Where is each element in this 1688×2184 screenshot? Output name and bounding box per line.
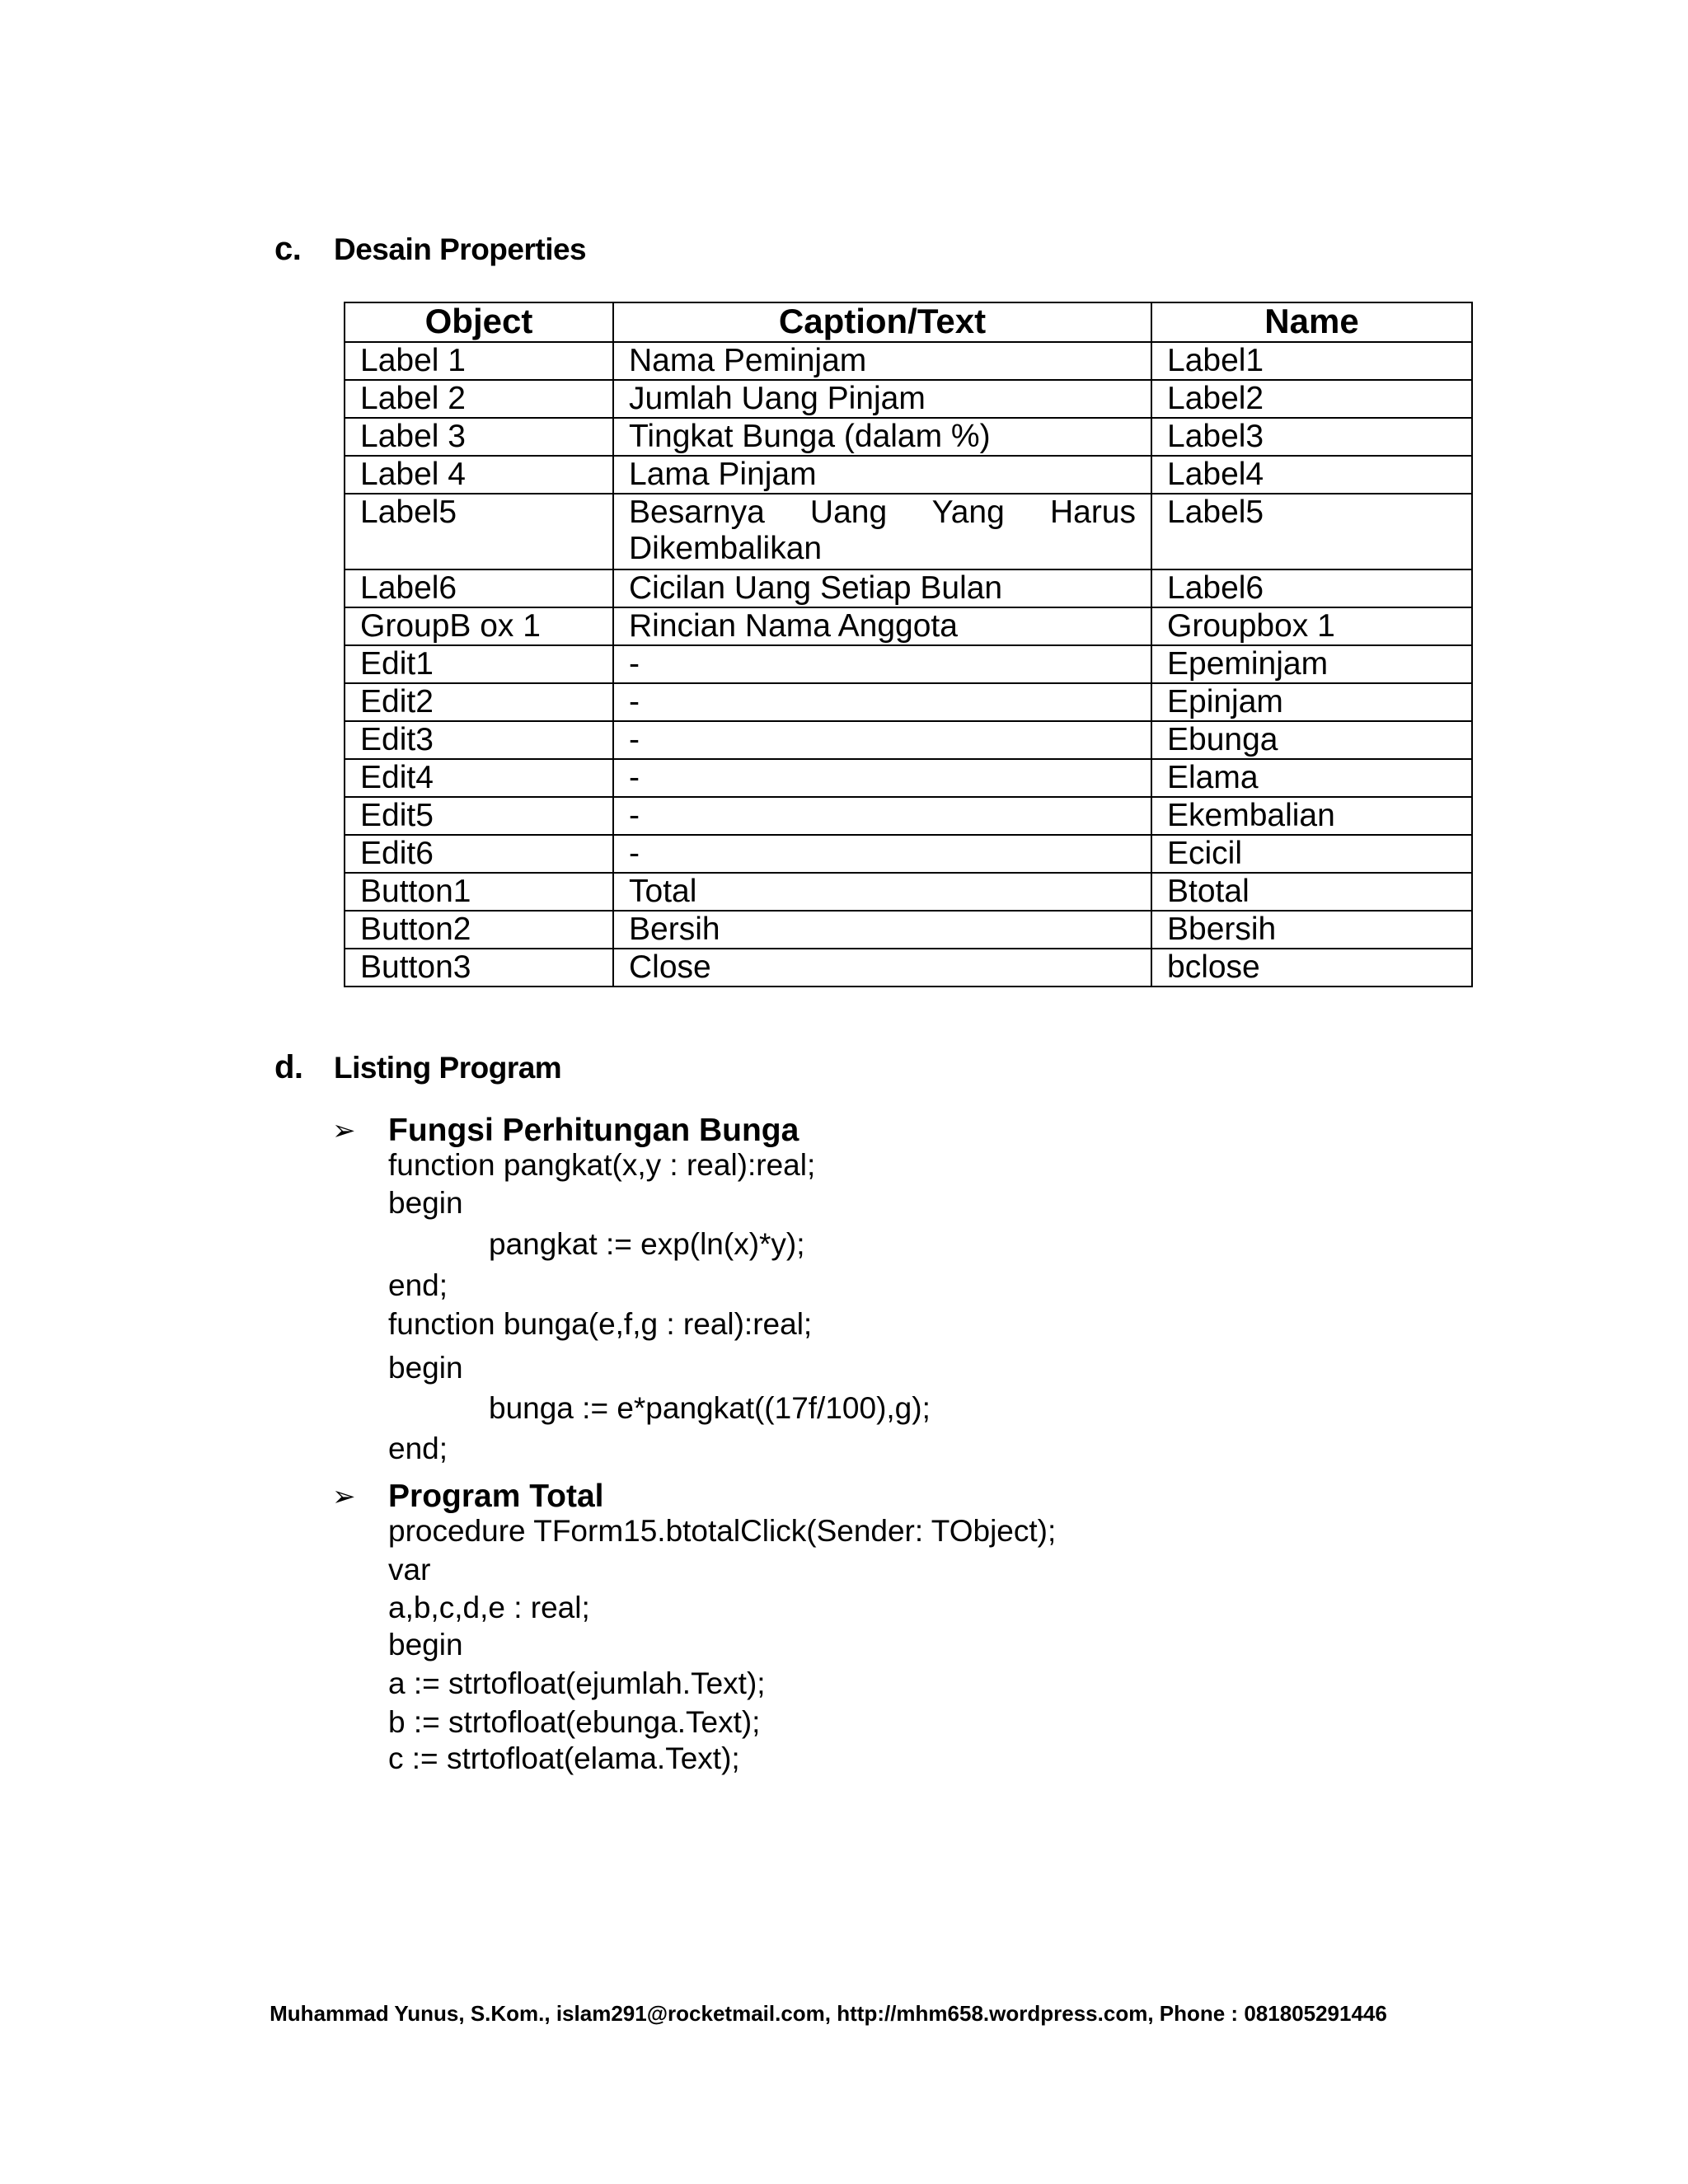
table-row	[345, 911, 1472, 949]
page-footer: Muhammad Yunus, S.Kom., islam291@rocketmail.com, http://mhm658.wordpress.com, Phone : 081805291446	[270, 2001, 1387, 2026]
section-c-letter: c.	[274, 231, 302, 267]
code-line: bunga := e*pangkat((17f/100),g);	[489, 1391, 931, 1425]
code-line: begin	[388, 1351, 463, 1385]
cell-caption: -	[613, 721, 1151, 759]
cell-object: Button3	[345, 949, 613, 987]
cell-caption: Lama Pinjam	[613, 456, 1151, 494]
cell-name: Elama	[1151, 759, 1472, 797]
cell-caption: -	[613, 797, 1151, 835]
table-row	[345, 380, 1472, 418]
header-object: Object	[345, 302, 613, 342]
cell-object: GroupB ox 1	[345, 607, 613, 645]
table-header-row	[345, 302, 1472, 342]
cell-object: Label 2	[345, 380, 613, 418]
section-d-letter: d.	[274, 1049, 303, 1085]
cell-caption: Close	[613, 949, 1151, 987]
cell-caption: -	[613, 759, 1151, 797]
section-d-heading	[274, 1049, 561, 1086]
section-c-title: Desain Properties	[334, 232, 587, 266]
cell-name: Ecicil	[1151, 835, 1472, 873]
cell-object: Label 3	[345, 418, 613, 456]
cell-name: Bbersih	[1151, 911, 1472, 949]
cell-object: Label 1	[345, 342, 613, 380]
table-row	[345, 797, 1472, 835]
code-line: end;	[388, 1268, 448, 1302]
code-line: var	[388, 1553, 431, 1586]
code-line: begin	[388, 1186, 463, 1220]
cell-caption: Total	[613, 873, 1151, 911]
table-row	[345, 721, 1472, 759]
cell-object: Edit1	[345, 645, 613, 683]
code-line: procedure TForm15.btotalClick(Sender: TObject);	[388, 1514, 1057, 1548]
table-row	[345, 645, 1472, 683]
cell-name: Label2	[1151, 380, 1472, 418]
table-row	[345, 456, 1472, 494]
cell-caption: Tingkat Bunga (dalam %)	[613, 418, 1151, 456]
program-total-title: Program Total	[388, 1479, 604, 1514]
cell-name: Ebunga	[1151, 721, 1472, 759]
table-row	[345, 418, 1472, 456]
code-line: b := strtofloat(ebunga.Text);	[388, 1705, 761, 1739]
cell-caption: -	[613, 683, 1151, 721]
table-row	[345, 759, 1472, 797]
cell-name: Label6	[1151, 569, 1472, 607]
table-row	[345, 342, 1472, 380]
code-line: a := strtofloat(ejumlah.Text);	[388, 1666, 766, 1700]
header-name: Name	[1151, 302, 1472, 342]
table-row	[345, 683, 1472, 721]
cell-object: Edit4	[345, 759, 613, 797]
cell-caption: -	[613, 835, 1151, 873]
cell-name: Label1	[1151, 342, 1472, 380]
cell-caption: -	[613, 645, 1151, 683]
fungsi-title: Fungsi Perhitungan Bunga	[388, 1113, 799, 1148]
cell-object: Label 4	[345, 456, 613, 494]
code-line: function bunga(e,f,g : real):real;	[388, 1307, 813, 1341]
cell-name: Epinjam	[1151, 683, 1472, 721]
cell-caption: Nama Peminjam	[613, 342, 1151, 380]
cell-caption: Besarnya Uang Yang Harus Dikembalikan	[613, 494, 1151, 569]
arrow-bullet-icon: ➢	[332, 1481, 356, 1512]
cell-object: Label5	[345, 494, 613, 569]
cell-name: Label5	[1151, 494, 1472, 569]
table-row	[345, 569, 1472, 607]
code-line: a,b,c,d,e : real;	[388, 1591, 590, 1624]
code-line: pangkat := exp(ln(x)*y);	[489, 1227, 805, 1261]
cell-caption: Bersih	[613, 911, 1151, 949]
cell-object: Button2	[345, 911, 613, 949]
code-line: function pangkat(x,y : real):real;	[388, 1148, 816, 1182]
cell-object: Label6	[345, 569, 613, 607]
table-row	[345, 494, 1472, 569]
properties-table	[344, 302, 1473, 987]
cell-name: Groupbox 1	[1151, 607, 1472, 645]
cell-caption: Jumlah Uang Pinjam	[613, 380, 1151, 418]
cell-object: Edit6	[345, 835, 613, 873]
cell-object: Button1	[345, 873, 613, 911]
cell-caption: Cicilan Uang Setiap Bulan	[613, 569, 1151, 607]
code-line: c := strtofloat(elama.Text);	[388, 1741, 740, 1775]
cell-object: Edit5	[345, 797, 613, 835]
cell-object: Edit3	[345, 721, 613, 759]
cell-caption: Rincian Nama Anggota	[613, 607, 1151, 645]
arrow-bullet-icon: ➢	[332, 1115, 356, 1146]
cell-name: Ekembalian	[1151, 797, 1472, 835]
cell-name: Epeminjam	[1151, 645, 1472, 683]
cell-name: Label4	[1151, 456, 1472, 494]
cell-object: Edit2	[345, 683, 613, 721]
cell-name: Label3	[1151, 418, 1472, 456]
table-row	[345, 949, 1472, 987]
section-d-title: Listing Program	[334, 1051, 562, 1085]
header-caption-text: Caption/Text	[613, 302, 1151, 342]
code-line: end;	[388, 1432, 448, 1465]
section-c-heading	[274, 231, 586, 268]
cell-name: Btotal	[1151, 873, 1472, 911]
table-row	[345, 607, 1472, 645]
cell-name: bclose	[1151, 949, 1472, 987]
code-line: begin	[388, 1628, 463, 1661]
table-row	[345, 873, 1472, 911]
table-row	[345, 835, 1472, 873]
